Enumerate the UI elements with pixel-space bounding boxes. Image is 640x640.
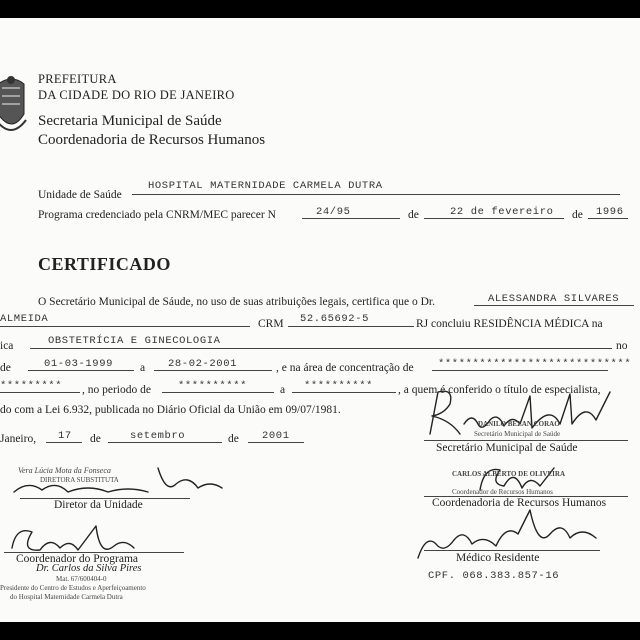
secretario-stamp-title: Secretário Municipal de Saúde xyxy=(474,430,561,438)
secretario-label: Secretário Municipal de Saúde xyxy=(436,442,578,454)
unidade-value: HOSPITAL MATERNIDADE CARMELA DUTRA xyxy=(148,180,383,192)
period-start: 01-03-1999 xyxy=(44,358,114,370)
specialty-area: OBSTETRÍCIA E GINECOLOGIA xyxy=(48,335,221,347)
residencia-text: RJ concluiu RESIDÊNCIA MÉDICA na xyxy=(416,318,603,330)
body-intro: O Secretário Municipal de Sáude, no uso de suas atribuições legais, certifica que o Dr. xyxy=(38,296,435,308)
stars-c: ********** xyxy=(304,380,374,392)
header-secretaria: Secretaria Municipal de Saúde xyxy=(38,113,222,129)
doctor-name-2: ALMEIDA xyxy=(0,313,49,325)
date-month: setembro xyxy=(130,430,186,442)
secretario-stamp-name: DANILO BEZAN CORAO xyxy=(478,420,560,428)
parecer-number: 24/95 xyxy=(316,206,351,218)
doctor-name-1: ALESSANDRA SILVARES xyxy=(488,293,620,305)
lei-text: do com a Lei 6.932, publicada no Diário Oficial da União em 09/07/1981. xyxy=(0,404,341,416)
diretor-label: Diretor da Unidade xyxy=(54,499,143,511)
diretor-signature xyxy=(8,454,228,504)
coord-programa-label: Coordenador do Programa xyxy=(16,553,138,565)
city-coat-of-arms-icon xyxy=(0,74,30,144)
diretor-stamp-title: DIRETORA SUBSTITUTA xyxy=(40,476,119,484)
coord-programa-stamp-hospital: do Hospital Maternidade Carmela Dutra xyxy=(10,593,123,601)
unidade-label: Unidade de Saúde xyxy=(38,189,122,201)
periodo-a: a xyxy=(280,384,286,396)
certificate-sheet xyxy=(0,18,640,622)
concentracao-text: , e na área de concentração de xyxy=(276,362,414,374)
period-de: de xyxy=(0,362,11,374)
area-no: no xyxy=(616,340,628,352)
diretor-stamp-name: Vera Lúcia Mota da Fonseca xyxy=(18,466,111,475)
conferido-text: , a quem é conferido o título de especialista, xyxy=(398,384,601,396)
crm-label: CRM xyxy=(258,318,284,330)
area-prefix: ica xyxy=(0,340,14,352)
period-a: a xyxy=(140,362,146,374)
coord-programa-stamp-mat: Mat. 67/600404-0 xyxy=(56,575,107,583)
certificate-title: CERTIFICADO xyxy=(38,254,171,274)
coord-programa-stamp-role: Presidente do Centro de Estudos e Aperfeiçoamento xyxy=(0,584,146,592)
header-prefeitura: PREFEITURA xyxy=(38,72,117,86)
stars-b: ********** xyxy=(178,380,248,392)
crm-number: 52.65692-5 xyxy=(300,313,370,325)
parecer-date: 22 de fevereiro xyxy=(450,206,554,218)
medico-residente-cpf: CPF. 068.383.857-16 xyxy=(428,570,560,582)
date-de2: de xyxy=(228,433,239,445)
header-coordenadoria: Coordenadoria de Recursos Humanos xyxy=(38,132,266,148)
programa-de1: de xyxy=(408,209,419,221)
medico-residente-label: Médico Residente xyxy=(456,552,540,564)
programa-de2: de xyxy=(572,209,583,221)
coord-rh-stamp-name: CARLOS ALBERTO DE OLIVEIRA xyxy=(452,470,566,478)
concentracao-stars: **************************** xyxy=(438,358,632,370)
date-city: Janeiro, xyxy=(0,433,37,445)
date-day: 17 xyxy=(58,430,72,442)
date-year: 2001 xyxy=(262,430,290,442)
header-city: DA CIDADE DO RIO DE JANEIRO xyxy=(38,88,235,102)
coord-rh-label: Coordenadoria de Recursos Humanos xyxy=(432,497,607,509)
date-de1: de xyxy=(90,433,101,445)
coord-programa-stamp-name: Dr. Carlos da Silva Pires xyxy=(36,563,142,574)
periodo-text: , no periodo de xyxy=(82,384,151,396)
parecer-year: 1996 xyxy=(596,206,624,218)
period-end: 28-02-2001 xyxy=(168,358,238,370)
stars-a: ********* xyxy=(0,380,63,392)
coord-rh-stamp-title: Coordenador de Recursos Humanos xyxy=(452,488,553,496)
programa-label: Programa credenciado pela CNRM/MEC parecer N xyxy=(38,209,276,221)
